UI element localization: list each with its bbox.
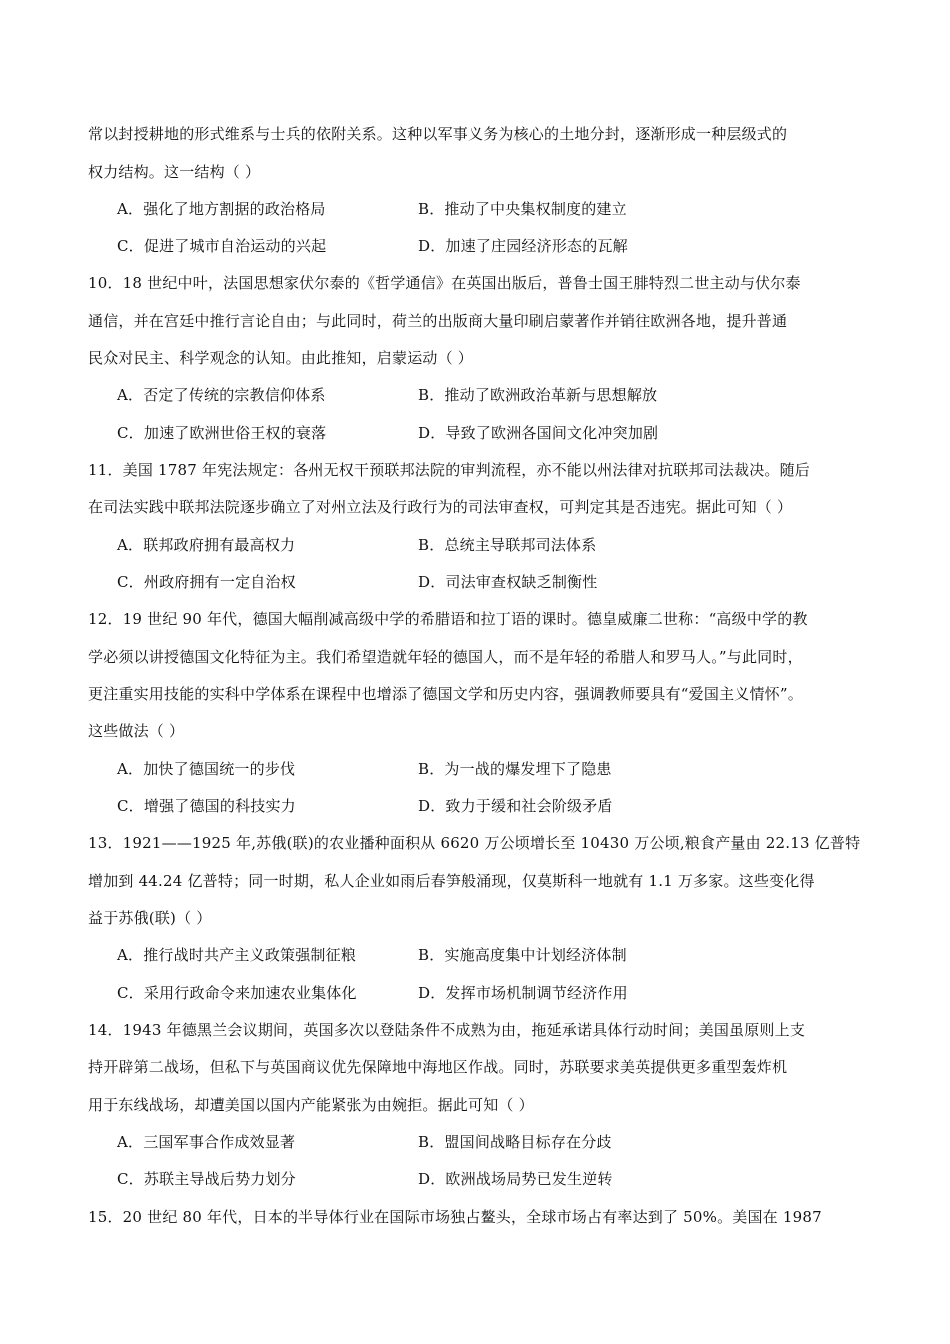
q11-option-d[interactable]: D．司法审查权缺乏制衡性 — [418, 573, 598, 591]
q9-stem-line-1: 常以封授耕地的形式维系与士兵的依附关系。这种以军事义务为核心的土地分封，逐渐形成一种层级式的 — [88, 125, 788, 143]
q14-option-b[interactable]: B．盟国间战略目标存在分歧 — [418, 1133, 612, 1151]
q10-option-d[interactable]: D．导致了欧洲各国间文化冲突加剧 — [418, 424, 659, 442]
q9-option-a[interactable]: A．强化了地方割据的政治格局 — [117, 200, 326, 218]
q9-stem-line-2: 权力结构。这一结构（ ） — [88, 163, 261, 181]
q9-option-c[interactable]: C．促进了城市自治运动的兴起 — [117, 237, 327, 255]
q14-stem-line-3: 用于东线战场，却遭美国以国内产能紧张为由婉拒。据此可知（ ） — [88, 1096, 534, 1114]
q13-stem-line-3: 益于苏俄(联)（ ） — [88, 909, 212, 927]
q12-stem-line-4: 这些做法（ ） — [88, 722, 185, 740]
q13-option-a[interactable]: A．推行战时共产主义政策强制征粮 — [117, 946, 357, 964]
q10-stem-line-1: 10．18 世纪中叶，法国思想家伏尔泰的《哲学通信》在英国出版后，普鲁士国王腓特烈二世主动与伏尔泰 — [88, 274, 801, 292]
q12-option-c[interactable]: C．增强了德国的科技实力 — [117, 797, 296, 815]
q15-stem-line-1: 15．20 世纪 80 年代，日本的半导体行业在国际市场独占鳌头，全球市场占有率达到了 50%。美国在 1987 — [88, 1208, 822, 1226]
q12-stem-line-3: 更注重实用技能的实科中学体系在课程中也增添了德国文学和历史内容，强调教师要具有“爱国主义情怀”。 — [88, 685, 803, 703]
q10-option-b[interactable]: B．推动了欧洲政治革新与思想解放 — [418, 386, 658, 404]
q14-stem-line-2: 持开辟第二战场，但私下与英国商议优先保障地中海地区作战。同时，苏联要求美英提供更多重型轰炸机 — [88, 1058, 788, 1076]
q12-stem-line-2: 学必须以讲授德国文化特征为主。我们希望造就年轻的德国人，而不是年轻的希腊人和罗马人。”与此同时， — [88, 648, 803, 666]
q9-option-b[interactable]: B．推动了中央集权制度的建立 — [418, 200, 627, 218]
q10-stem-line-2: 通信，并在宫廷中推行言论自由；与此同时，荷兰的出版商大量印刷启蒙著作并销往欧洲各地，提升普通 — [88, 312, 788, 330]
q13-stem-line-1: 13．1921——1925 年,苏俄(联)的农业播种面积从 6620 万公顷增长至 10430 万公顷,粮食产量由 22.13 亿普特 — [88, 834, 861, 852]
q10-option-a[interactable]: A．否定了传统的宗教信仰体系 — [117, 386, 326, 404]
q14-option-d[interactable]: D．欧洲战场局势已发生逆转 — [418, 1170, 613, 1188]
q11-stem-line-1: 11．美国 1787 年宪法规定：各州无权干预联邦法院的审判流程，亦不能以州法律对抗联邦司法裁决。随后 — [88, 461, 811, 479]
q13-option-d[interactable]: D．发挥市场机制调节经济作用 — [418, 984, 628, 1002]
q14-option-a[interactable]: A．三国军事合作成效显著 — [117, 1133, 296, 1151]
q13-stem-line-2: 增加到 44.24 亿普特；同一时期，私人企业如雨后春笋般涌现，仅莫斯科一地就有 1.1 万多家。这些变化得 — [88, 872, 815, 890]
q13-option-b[interactable]: B．实施高度集中计划经济体制 — [418, 946, 627, 964]
q12-stem-line-1: 12．19 世纪 90 年代，德国大幅削减高级中学的希腊语和拉丁语的课时。德皇威廉二世称：“高级中学的教 — [88, 610, 808, 628]
q11-option-c[interactable]: C．州政府拥有一定自治权 — [117, 573, 296, 591]
q11-option-a[interactable]: A．联邦政府拥有最高权力 — [117, 536, 296, 554]
q9-option-d[interactable]: D．加速了庄园经济形态的瓦解 — [418, 237, 628, 255]
q12-option-b[interactable]: B．为一战的爆发埋下了隐患 — [418, 760, 612, 778]
q10-option-c[interactable]: C．加速了欧洲世俗王权的衰落 — [117, 424, 327, 442]
q13-option-c[interactable]: C．采用行政命令来加速农业集体化 — [117, 984, 357, 1002]
q11-option-b[interactable]: B．总统主导联邦司法体系 — [418, 536, 597, 554]
q10-stem-line-3: 民众对民主、科学观念的认知。由此推知，启蒙运动（ ） — [88, 349, 473, 367]
q12-option-a[interactable]: A．加快了德国统一的步伐 — [117, 760, 296, 778]
q12-option-d[interactable]: D．致力于缓和社会阶级矛盾 — [418, 797, 613, 815]
q14-stem-line-1: 14．1943 年德黑兰会议期间，英国多次以登陆条件不成熟为由，拖延承诺具体行动时间；美国虽原则上支 — [88, 1021, 806, 1039]
q14-option-c[interactable]: C．苏联主导战后势力划分 — [117, 1170, 296, 1188]
q11-stem-line-2: 在司法实践中联邦法院逐步确立了对州立法及行政行为的司法审查权，可判定其是否违宪。据此可知（ ） — [88, 498, 793, 516]
